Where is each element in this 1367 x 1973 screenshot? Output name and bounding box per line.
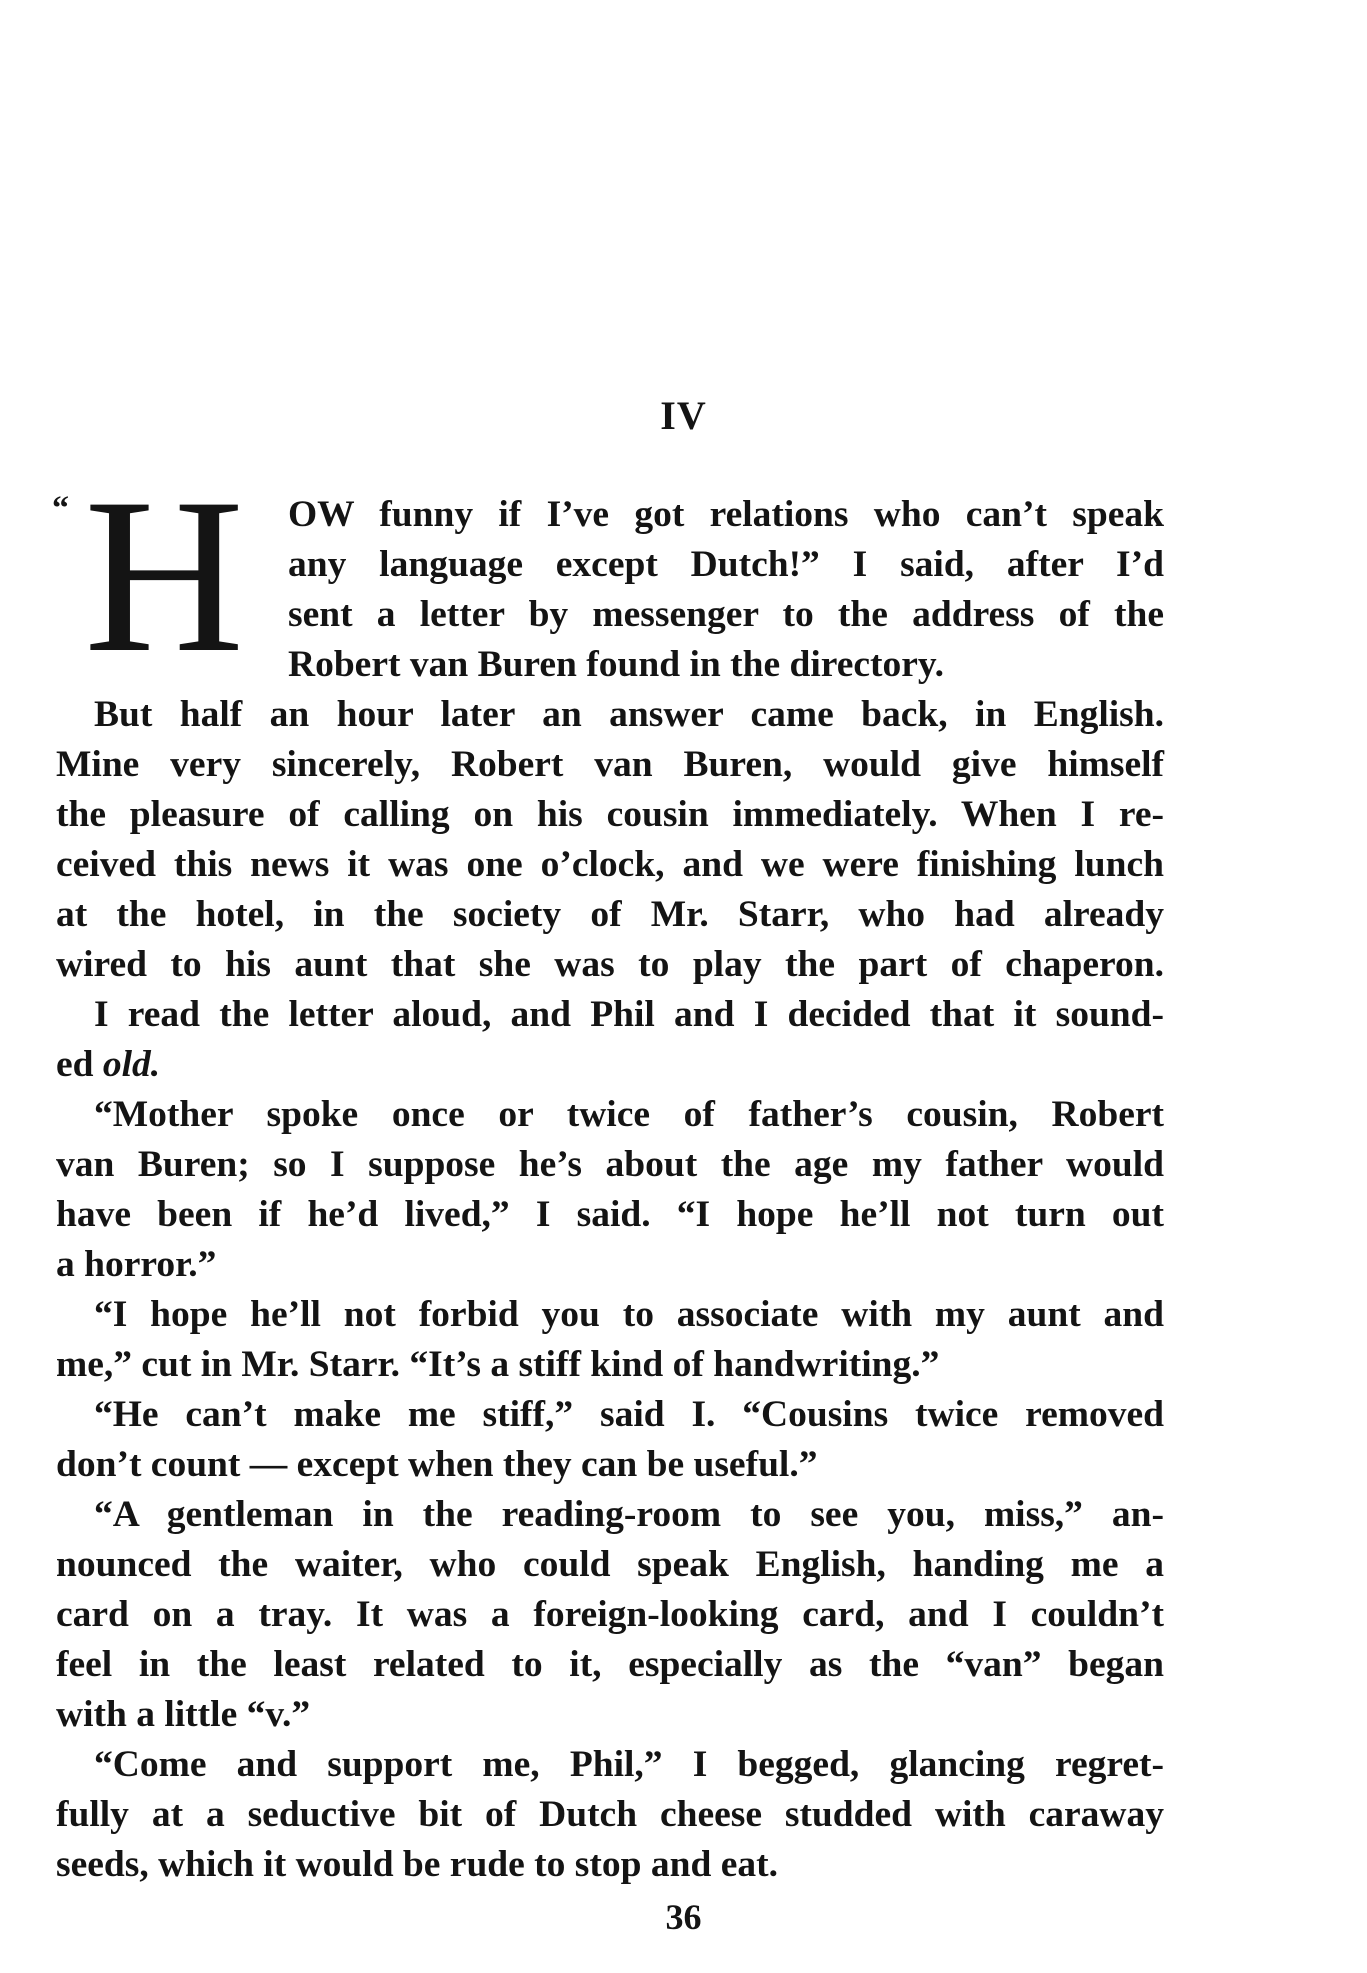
text-line: Robert van Buren found in the directory. xyxy=(288,644,944,685)
text-line: don’t count — except when they can be useful.” xyxy=(56,1444,818,1485)
page-number: 36 xyxy=(665,1897,702,1937)
text-line: any language except Dutch!” I said, after I’d xyxy=(288,544,1164,585)
text-line: at the hotel, in the society of Mr. Starr, who had already xyxy=(56,894,1164,935)
text-line: van Buren; so I suppose he’s about the age my father would xyxy=(56,1144,1164,1185)
text-line: a horror.” xyxy=(56,1244,217,1285)
text-line: sent a letter by messenger to the address of the xyxy=(288,594,1164,635)
opening-lines xyxy=(288,490,1164,690)
text-line: ceived this news it was one o’clock, and we were finishing lunch xyxy=(56,844,1164,885)
italic-word: old. xyxy=(102,1044,161,1085)
text-line: OW funny if I’ve got relations who can’t speak xyxy=(288,494,1164,535)
paragraph xyxy=(56,990,1164,1090)
text-line: “Come and support me, Phil,” I begged, glancing regret- xyxy=(94,1744,1164,1785)
text-line: feel in the least related to it, especially as the “van” began xyxy=(56,1644,1164,1685)
text-line: wired to his aunt that she was to play the part of chaperon. xyxy=(56,944,1164,985)
opening-quote-mark: “ xyxy=(52,490,69,527)
text-line: seeds, which it would be rude to stop and eat. xyxy=(56,1844,778,1885)
text-line xyxy=(56,1040,1164,1090)
text-line: But half an hour later an answer came back, in English. xyxy=(94,694,1164,735)
text-line: I read the letter aloud, and Phil and I decided that it sound- xyxy=(94,994,1164,1035)
paragraph xyxy=(56,690,1164,990)
body-text xyxy=(52,453,1164,1890)
paragraph xyxy=(56,1390,1164,1490)
paragraph xyxy=(56,1490,1164,1740)
text-line: “Mother spoke once or twice of father’s cousin, Robert xyxy=(94,1094,1164,1135)
text-line: nounced the waiter, who could speak English, handing me a xyxy=(56,1544,1164,1585)
text-line: Mine very sincerely, Robert van Buren, would give himself xyxy=(56,744,1164,785)
text-line: me,” cut in Mr. Starr. “It’s a stiff kind of handwriting.” xyxy=(56,1344,940,1385)
drop-cap: H xyxy=(84,453,245,699)
text-fragment: ed xyxy=(56,1044,103,1085)
text-line: have been if he’d lived,” I said. “I hope he’ll not turn out xyxy=(56,1194,1164,1235)
text-line: with a little “v.” xyxy=(56,1694,311,1735)
paragraph xyxy=(56,1290,1164,1390)
opening-paragraph xyxy=(52,453,1164,699)
text-line: “A gentleman in the reading-room to see you, miss,” an- xyxy=(94,1494,1164,1535)
text-line: the pleasure of calling on his cousin immediately. When I re- xyxy=(56,794,1164,835)
text-line: “I hope he’ll not forbid you to associate with my aunt and xyxy=(94,1294,1164,1335)
text-line: card on a tray. It was a foreign-looking card, and I couldn’t xyxy=(56,1594,1164,1635)
paragraph xyxy=(56,1740,1164,1890)
text-line: “He can’t make me stiff,” said I. “Cousins twice removed xyxy=(94,1394,1164,1435)
text-line: fully at a seductive bit of Dutch cheese studded with caraway xyxy=(56,1794,1164,1835)
chapter-heading: IV xyxy=(660,393,707,438)
paragraph xyxy=(56,1090,1164,1290)
